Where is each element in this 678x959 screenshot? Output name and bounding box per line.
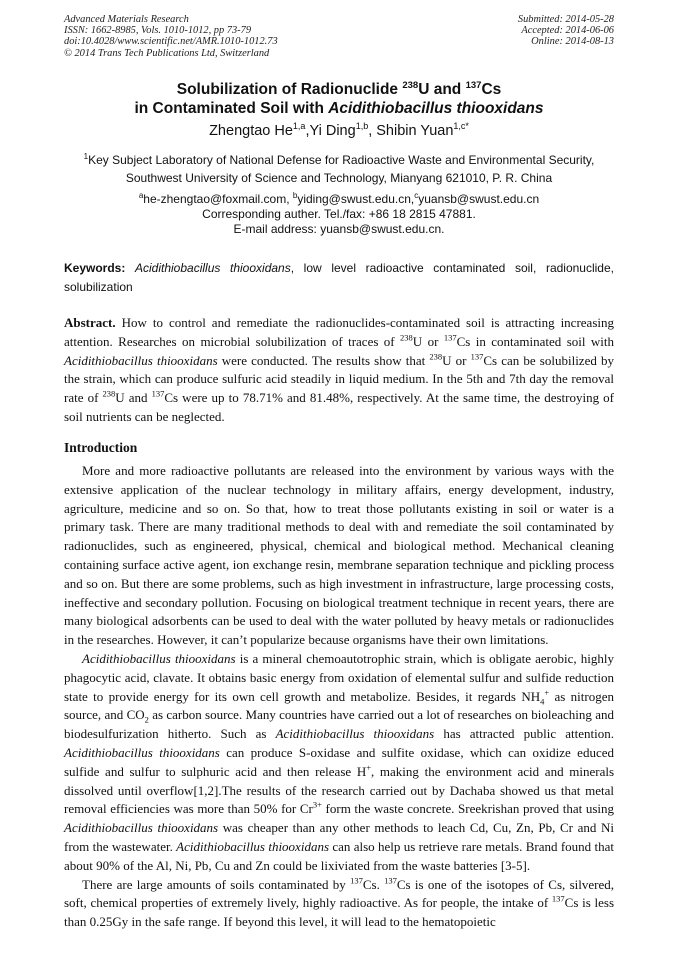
keywords: Keywords: Acidithiobacillus thiooxidans, low level radioactive contaminated soil, radionuclide, solubilization	[64, 261, 614, 294]
paragraph: There are large amounts of soils contaminated by $^{137}$Cs. $^{137}$Cs is one of the isotopes of Cs, silvered, soft, chemical properties of extremely lively, highly radioactive. As for people, the intake of $^{137}$Cs is less than 0.25Gy in the safe range. If beyond this level, it will lead to the hematopoietic	[64, 875, 614, 930]
section-heading-introduction: Introduction	[64, 440, 138, 455]
doi: doi:10.4028/www.scientific.net/AMR.1010-1012.73	[64, 36, 278, 48]
email-address: E-mail address: yuansb@swust.edu.cn.	[233, 222, 445, 236]
online-date: Online: 2014-08-13	[531, 36, 614, 48]
accepted-date: Accepted: 2014-06-06	[521, 25, 614, 37]
author: Zhengtao He	[209, 123, 293, 139]
dates-header	[518, 14, 614, 48]
author-list: Zhengtao He$^{1,a}$,Yi Ding$^{1,b}$, Shibin Yuan$^{1,c*}$	[209, 121, 469, 139]
paper-title: Solubilization of Radionuclide $^{238}$U and $^{137}$Cs in Contaminated Soil with Acidithiobacillus thiooxidans	[134, 79, 544, 117]
journal-header	[64, 14, 278, 59]
paragraph: More and more radioactive pollutants are released into the environment by various ways with the extensive application of the nuclear technology in military affairs, energy development, industry, agriculture, medicine and so on. So that, how to treat those pollutants existing in soil or water is a primary task. There are many traditional methods to deal with and remediate the soil contaminated by radionuclides, such as engineered, physical, chemical and biological method. Mechanical cleaning containing surface active agent, ion exchange resin, membrane separation technique and pickling process and so on. But there are some problems, such as high investment in infrastructure, large processing costs, ineffective and secondary pollution. Focusing on biological treatment technique in recent years, there are many biological adsorbents can be used to deal with the water polluted by heavy metals or radionuclides in the researches. However, it can’t popularize because organisms have their own limitations.	[64, 463, 614, 648]
issn: ISSN: 1662-8985, Vols. 1010-1012, pp 73-79	[64, 25, 252, 37]
corresponding-author: Corresponding auther. Tel./fax: +86 18 2815 47881.	[202, 207, 476, 221]
copyright: © 2014 Trans Tech Publications Ltd, Switzerland	[64, 47, 270, 59]
author: Shibin Yuan	[376, 123, 454, 139]
journal-name: Advanced Materials Research	[64, 14, 189, 25]
abstract: Abstract. How to control and remediate the radionuclides-contaminated soil is attracting increasing attention. Researches on microbial solubilization of traces of $^{238}$U or $^{137}$Cs in contaminated soil with Acidithiobacillus thiooxidans were conducted. The results show that $^{238}$U or $^{137}$Cs can be solubilized by the strain, which can produce sulfuric acid steadily in liquid medium. In the 5th and 7th day the removal rate of $^{238}$U and $^{137}$Cs were up to 78.71% and 81.48%, respectively. At the same time, the destroying of soil nutrients can be neglected.	[64, 315, 615, 424]
introduction-body	[64, 462, 614, 932]
submitted-date: Submitted: 2014-05-28	[517, 14, 614, 25]
affiliation: $^1$Key Subject Laboratory of National Defense for Radioactive Waste and Environmental Security, Southwest University of Science and Technology, Mianyang 621010, P. R. China	[83, 152, 595, 185]
author: Yi Ding	[309, 123, 356, 139]
contact-emails: $^a$he-zhengtao@foxmail.com, $^b$yiding@swust.edu.cn,$^c$yuansb@swust.edu.cn Corresponding auther. Tel./fax: +86 18 2815 47881. E-mail address: yuansb@swust.edu.cn.	[40, 192, 638, 237]
paragraph: Acidithiobacillus thiooxidans is a mineral chemoautotrophic strain, which is obligate aerobic, highly phagocytic acid, clavate. It obtains basic energy from oxidation of elemental sulfur and sulfide reduction state to provide energy for its own cell growth and metabolize. Besides, it regards $NH_4^+$ as nitrogen source, and $CO_2$ as carbon source. Many countries have carried out a lot of researches on bioleaching and biodesulfurization hitherto. Such as Acidithiobacillus thiooxidans has attracted public attention. Acidithiobacillus thiooxidans can produce S-oxidase and sulfite oxidase, which can oxidize educed sulfide and sulfur to sulphuric acid and then release H+, making the environment acid and minerals dissolved until overflow[1,2].The results of the research carried out by Dachaba showed us that metal removal efficiencies was more than 50% for $Cr^{3+}$ form the waste concrete. Sreekrishan proved that using Acidithiobacillus thiooxidans was cheaper than any other methods to leach Cd, Cu, Zn, Pb, Cr and Ni from the wastewater. Acidithiobacillus thiooxidans can also help us retrieve rare metals. Brand found that about 90% of the Al, Ni, Pb, Cu and Zn could be lixiviated from the waste batteries [3-5].	[64, 650, 615, 873]
